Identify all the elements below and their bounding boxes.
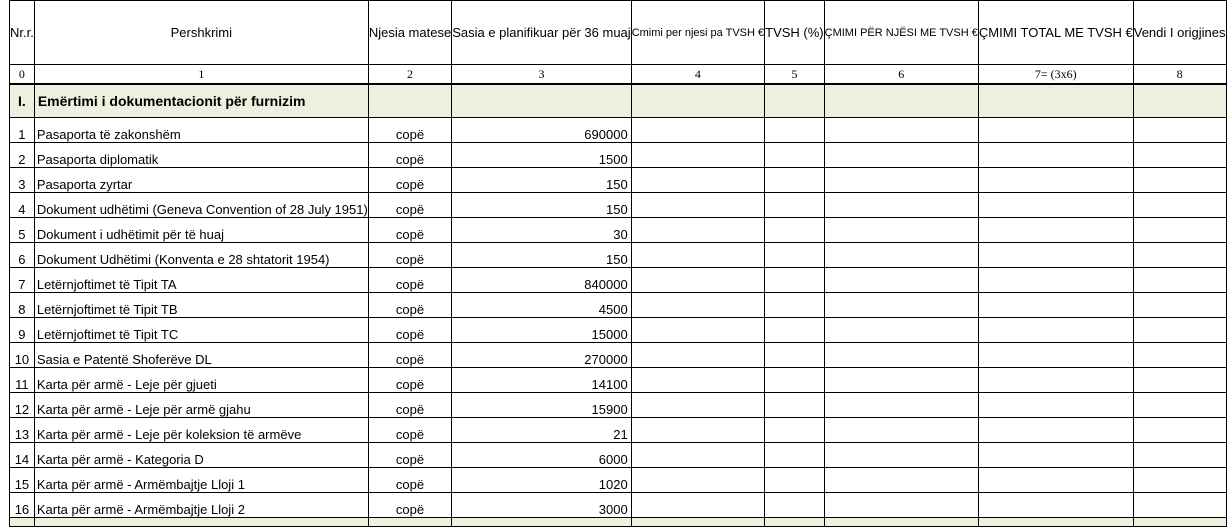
- row-quantity[interactable]: 15000: [452, 318, 632, 343]
- row-unit[interactable]: copë: [368, 293, 451, 318]
- row-quantity[interactable]: 15900: [452, 393, 632, 418]
- row-price-with-vat[interactable]: [824, 343, 978, 368]
- section-row: [10, 84, 1227, 118]
- row-price-with-vat[interactable]: [824, 418, 978, 443]
- row-price-with-vat[interactable]: [824, 393, 978, 418]
- row-total-with-vat[interactable]: [978, 318, 1133, 343]
- row-unit[interactable]: copë: [368, 318, 451, 343]
- row-price-with-vat[interactable]: [824, 168, 978, 193]
- row-quantity[interactable]: 3000: [452, 493, 632, 518]
- row-description[interactable]: Pasaporta të zakonshëm: [34, 118, 368, 143]
- row-unit[interactable]: copë: [368, 268, 451, 293]
- table-row: [10, 443, 1227, 468]
- row-total-with-vat[interactable]: [978, 243, 1133, 268]
- row-unit[interactable]: copë: [368, 143, 451, 168]
- row-origin[interactable]: [1133, 393, 1226, 418]
- row-number[interactable]: 16: [10, 493, 35, 518]
- row-unit[interactable]: copë: [368, 418, 451, 443]
- table-row: [10, 243, 1227, 268]
- row-description[interactable]: Karta për armë - Leje për armë gjahu: [34, 393, 368, 418]
- procurement-table: [9, 0, 1227, 527]
- row-total-with-vat[interactable]: [978, 143, 1133, 168]
- row-unit[interactable]: copë: [368, 443, 451, 468]
- row-quantity[interactable]: 6000: [452, 443, 632, 468]
- empty-cell[interactable]: [34, 518, 368, 527]
- empty-cell[interactable]: [368, 84, 451, 118]
- row-price-no-vat[interactable]: [631, 368, 764, 393]
- row-vat[interactable]: [765, 118, 825, 143]
- row-origin[interactable]: [1133, 268, 1226, 293]
- row-vat[interactable]: [765, 243, 825, 268]
- row-unit[interactable]: copë: [368, 468, 451, 493]
- row-total-with-vat[interactable]: [978, 193, 1133, 218]
- column-index-cell[interactable]: 2: [368, 65, 451, 85]
- row-origin[interactable]: [1133, 168, 1226, 193]
- empty-cell[interactable]: [631, 518, 764, 527]
- row-number[interactable]: 15: [10, 468, 35, 493]
- row-price-with-vat[interactable]: [824, 118, 978, 143]
- row-unit[interactable]: copë: [368, 393, 451, 418]
- row-total-with-vat[interactable]: [978, 218, 1133, 243]
- row-origin[interactable]: [1133, 368, 1226, 393]
- header-origin[interactable]: Vendi I origjines: [1133, 1, 1226, 65]
- row-unit[interactable]: copë: [368, 218, 451, 243]
- row-description[interactable]: Karta për armë - Leje për gjueti: [34, 368, 368, 393]
- row-price-with-vat[interactable]: [824, 143, 978, 168]
- row-price-with-vat[interactable]: [824, 443, 978, 468]
- row-origin[interactable]: [1133, 468, 1226, 493]
- column-index-row: [10, 65, 1227, 85]
- table-row: [10, 293, 1227, 318]
- row-number[interactable]: 7: [10, 268, 35, 293]
- row-vat[interactable]: [765, 443, 825, 468]
- row-description[interactable]: Karta për armë - Armëmbajtje Lloji 2: [34, 493, 368, 518]
- row-vat[interactable]: [765, 168, 825, 193]
- header-total-with-vat[interactable]: ÇMIMI TOTAL ME TVSH €: [978, 1, 1133, 65]
- row-vat[interactable]: [765, 318, 825, 343]
- column-index-cell[interactable]: 3: [452, 65, 632, 85]
- row-number[interactable]: 11: [10, 368, 35, 393]
- row-price-with-vat[interactable]: [824, 243, 978, 268]
- row-unit[interactable]: copë: [368, 343, 451, 368]
- row-unit[interactable]: copë: [368, 168, 451, 193]
- row-vat[interactable]: [765, 368, 825, 393]
- row-quantity[interactable]: 150: [452, 243, 632, 268]
- row-number[interactable]: 10: [10, 343, 35, 368]
- column-index-cell[interactable]: 8: [1133, 65, 1226, 85]
- table-row: [10, 343, 1227, 368]
- row-number[interactable]: 12: [10, 393, 35, 418]
- row-total-with-vat[interactable]: [978, 293, 1133, 318]
- row-description[interactable]: Karta për armë - Armëmbajtje Lloji 1: [34, 468, 368, 493]
- row-price-with-vat[interactable]: [824, 218, 978, 243]
- row-number[interactable]: 1: [10, 118, 35, 143]
- row-origin[interactable]: [1133, 443, 1226, 468]
- row-description[interactable]: Pasaporta zyrtar: [34, 168, 368, 193]
- empty-cell[interactable]: [978, 518, 1133, 527]
- table-row: [10, 268, 1227, 293]
- row-price-no-vat[interactable]: [631, 268, 764, 293]
- row-price-no-vat[interactable]: [631, 118, 764, 143]
- row-description[interactable]: Dokument i udhëtimit për të huaj: [34, 218, 368, 243]
- row-total-with-vat[interactable]: [978, 393, 1133, 418]
- header-vat[interactable]: TVSH (%): [765, 1, 825, 65]
- row-origin[interactable]: [1133, 243, 1226, 268]
- row-number[interactable]: 14: [10, 443, 35, 468]
- row-price-no-vat[interactable]: [631, 468, 764, 493]
- column-index-cell[interactable]: 0: [10, 65, 35, 85]
- row-unit[interactable]: copë: [368, 118, 451, 143]
- row-origin[interactable]: [1133, 193, 1226, 218]
- header-price-no-vat[interactable]: Cmimi per njesi pa TVSH €: [631, 1, 764, 65]
- row-quantity[interactable]: 840000: [452, 268, 632, 293]
- row-quantity[interactable]: 270000: [452, 343, 632, 368]
- row-price-with-vat[interactable]: [824, 468, 978, 493]
- header-row: [10, 1, 1227, 65]
- column-index-cell[interactable]: 6: [824, 65, 978, 85]
- row-vat[interactable]: [765, 468, 825, 493]
- row-price-with-vat[interactable]: [824, 193, 978, 218]
- empty-cell[interactable]: [978, 84, 1133, 118]
- row-total-with-vat[interactable]: [978, 268, 1133, 293]
- row-quantity[interactable]: 4500: [452, 293, 632, 318]
- row-price-no-vat[interactable]: [631, 393, 764, 418]
- row-number[interactable]: 3: [10, 168, 35, 193]
- row-unit[interactable]: copë: [368, 193, 451, 218]
- row-total-with-vat[interactable]: [978, 418, 1133, 443]
- row-description[interactable]: Letërnjoftimet të Tipit TC: [34, 318, 368, 343]
- row-origin[interactable]: [1133, 293, 1226, 318]
- table-row: [10, 468, 1227, 493]
- row-description[interactable]: Dokument udhëtimi (Geneva Convention of 28 July 1951): [34, 193, 368, 218]
- header-unit[interactable]: Njesia matese: [368, 1, 451, 65]
- column-index-cell[interactable]: 5: [765, 65, 825, 85]
- row-total-with-vat[interactable]: [978, 443, 1133, 468]
- column-index-cell[interactable]: 7= (3x6): [978, 65, 1133, 85]
- column-index-cell[interactable]: 1: [34, 65, 368, 85]
- row-total-with-vat[interactable]: [978, 168, 1133, 193]
- row-vat[interactable]: [765, 493, 825, 518]
- row-vat[interactable]: [765, 393, 825, 418]
- empty-cell[interactable]: [765, 84, 825, 118]
- empty-cell[interactable]: [368, 518, 451, 527]
- row-number[interactable]: 9: [10, 318, 35, 343]
- row-origin[interactable]: [1133, 418, 1226, 443]
- row-description[interactable]: Letërnjoftimet të Tipit TA: [34, 268, 368, 293]
- next-section-row: [10, 518, 1227, 527]
- row-origin[interactable]: [1133, 218, 1226, 243]
- row-unit[interactable]: copë: [368, 243, 451, 268]
- row-unit[interactable]: copë: [368, 368, 451, 393]
- header-price-with-vat[interactable]: ÇMIMI PËR NJËSI ME TVSH €: [824, 1, 978, 65]
- table-row: [10, 368, 1227, 393]
- row-quantity[interactable]: 1500: [452, 143, 632, 168]
- row-price-no-vat[interactable]: [631, 218, 764, 243]
- empty-cell[interactable]: [452, 518, 632, 527]
- table-row: [10, 493, 1227, 518]
- row-description[interactable]: Letërnjoftimet të Tipit TB: [34, 293, 368, 318]
- row-quantity[interactable]: 21: [452, 418, 632, 443]
- row-price-with-vat[interactable]: [824, 318, 978, 343]
- row-vat[interactable]: [765, 268, 825, 293]
- empty-cell[interactable]: [1133, 84, 1226, 118]
- table-row: [10, 193, 1227, 218]
- row-number[interactable]: 13: [10, 418, 35, 443]
- row-price-no-vat[interactable]: [631, 143, 764, 168]
- row-price-no-vat[interactable]: [631, 443, 764, 468]
- empty-cell[interactable]: [1133, 518, 1226, 527]
- section-title[interactable]: Emërtimi i dokumentacionit për furnizim: [34, 84, 368, 118]
- row-unit[interactable]: copë: [368, 493, 451, 518]
- row-price-no-vat[interactable]: [631, 418, 764, 443]
- row-total-with-vat[interactable]: [978, 343, 1133, 368]
- column-index-cell[interactable]: 4: [631, 65, 764, 85]
- row-price-no-vat[interactable]: [631, 193, 764, 218]
- row-origin[interactable]: [1133, 343, 1226, 368]
- empty-cell[interactable]: [765, 518, 825, 527]
- row-total-with-vat[interactable]: [978, 118, 1133, 143]
- row-price-no-vat[interactable]: [631, 318, 764, 343]
- row-description[interactable]: Sasia e Patentë Shoferëve DL: [34, 343, 368, 368]
- row-vat[interactable]: [765, 193, 825, 218]
- row-price-no-vat[interactable]: [631, 243, 764, 268]
- row-origin[interactable]: [1133, 143, 1226, 168]
- row-quantity[interactable]: 1020: [452, 468, 632, 493]
- row-price-no-vat[interactable]: [631, 293, 764, 318]
- row-number[interactable]: 5: [10, 218, 35, 243]
- row-description[interactable]: Pasaporta diplomatik: [34, 143, 368, 168]
- row-vat[interactable]: [765, 218, 825, 243]
- empty-cell[interactable]: [452, 84, 632, 118]
- row-description[interactable]: Karta për armë - Leje për koleksion të armëve: [34, 418, 368, 443]
- empty-cell[interactable]: [824, 518, 978, 527]
- row-total-with-vat[interactable]: [978, 493, 1133, 518]
- table-row: [10, 118, 1227, 143]
- row-price-no-vat[interactable]: [631, 493, 764, 518]
- row-price-with-vat[interactable]: [824, 493, 978, 518]
- row-vat[interactable]: [765, 293, 825, 318]
- row-origin[interactable]: [1133, 318, 1226, 343]
- header-nr[interactable]: Nr.r.: [10, 1, 35, 65]
- empty-cell[interactable]: [824, 84, 978, 118]
- row-number[interactable]: 4: [10, 193, 35, 218]
- row-quantity[interactable]: 30: [452, 218, 632, 243]
- row-quantity[interactable]: 150: [452, 193, 632, 218]
- row-vat[interactable]: [765, 143, 825, 168]
- table-row: [10, 418, 1227, 443]
- row-description[interactable]: Karta për armë - Kategoria D: [34, 443, 368, 468]
- section-number[interactable]: I.: [10, 84, 35, 118]
- header-description[interactable]: Pershkrimi: [34, 1, 368, 65]
- row-origin[interactable]: [1133, 118, 1226, 143]
- table-row: [10, 143, 1227, 168]
- row-vat[interactable]: [765, 418, 825, 443]
- row-price-no-vat[interactable]: [631, 168, 764, 193]
- row-quantity[interactable]: 150: [452, 168, 632, 193]
- table-row: [10, 393, 1227, 418]
- row-number[interactable]: 8: [10, 293, 35, 318]
- empty-cell[interactable]: [631, 84, 764, 118]
- row-price-no-vat[interactable]: [631, 343, 764, 368]
- row-number[interactable]: 2: [10, 143, 35, 168]
- row-total-with-vat[interactable]: [978, 468, 1133, 493]
- header-quantity[interactable]: Sasia e planifikuar për 36 muaj: [452, 1, 632, 65]
- row-quantity[interactable]: 14100: [452, 368, 632, 393]
- row-origin[interactable]: [1133, 493, 1226, 518]
- row-price-with-vat[interactable]: [824, 268, 978, 293]
- empty-cell[interactable]: [10, 518, 35, 527]
- table-row: [10, 168, 1227, 193]
- table-row: [10, 318, 1227, 343]
- row-description[interactable]: Dokument Udhëtimi (Konventa e 28 shtatorit 1954): [34, 243, 368, 268]
- row-price-with-vat[interactable]: [824, 293, 978, 318]
- table-row: [10, 218, 1227, 243]
- row-vat[interactable]: [765, 343, 825, 368]
- row-total-with-vat[interactable]: [978, 368, 1133, 393]
- row-number[interactable]: 6: [10, 243, 35, 268]
- row-quantity[interactable]: 690000: [452, 118, 632, 143]
- row-price-with-vat[interactable]: [824, 368, 978, 393]
